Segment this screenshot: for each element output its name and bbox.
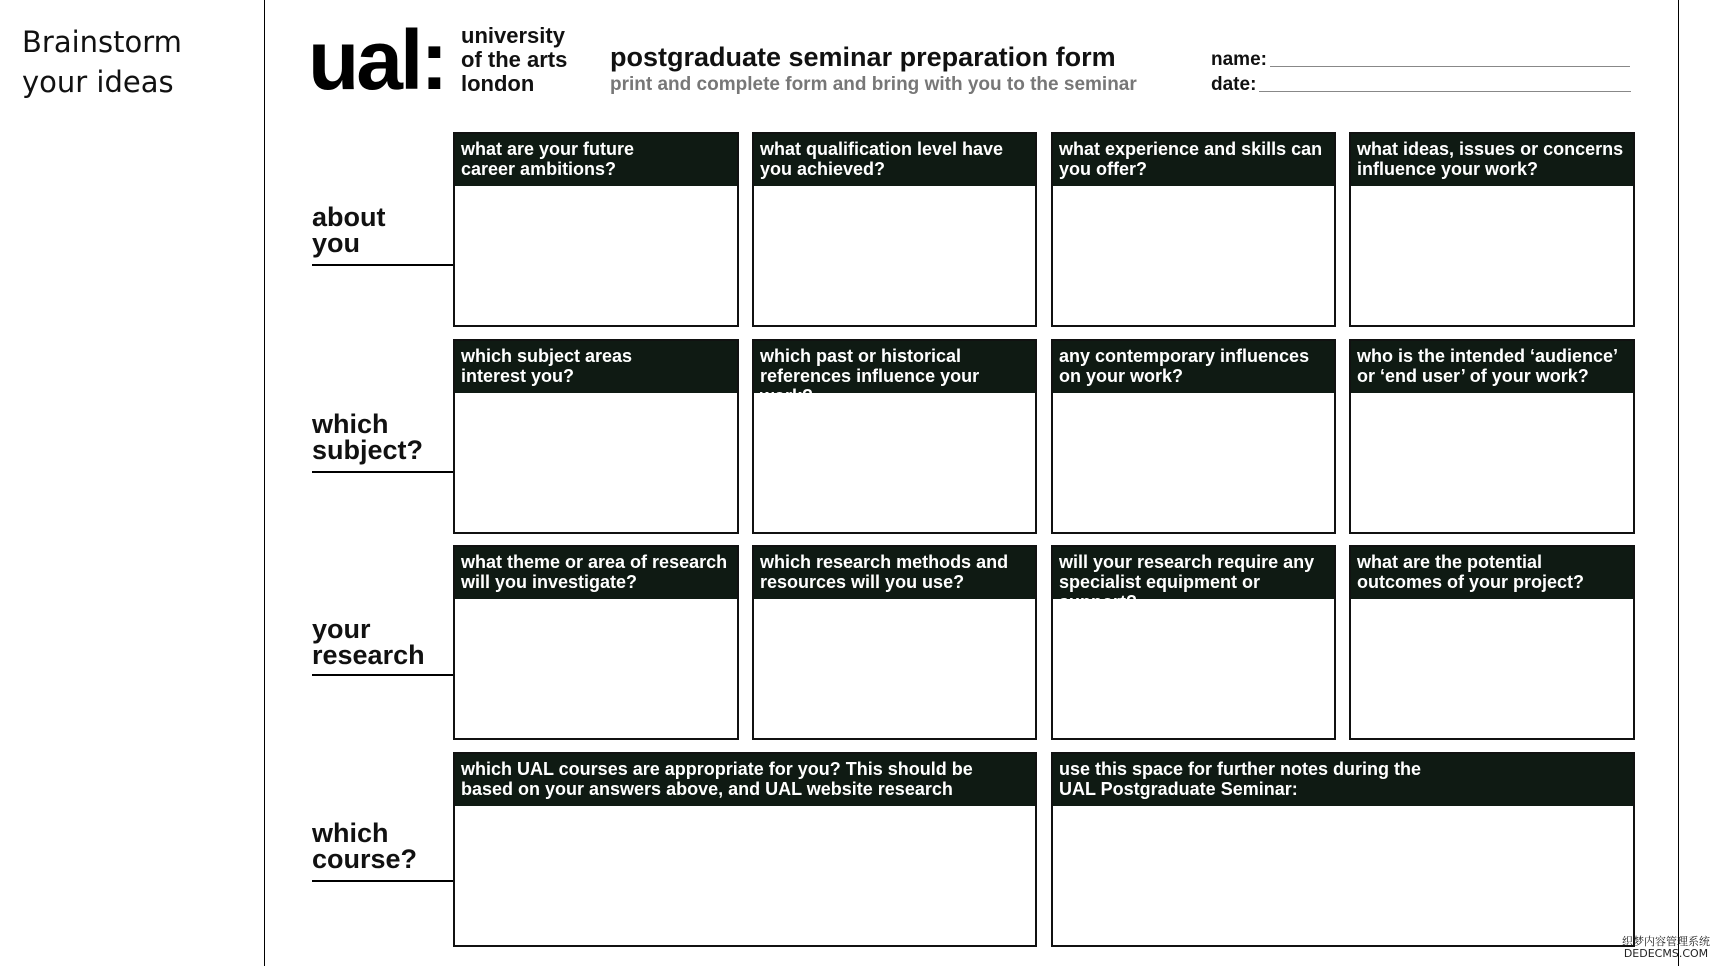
answer-box-intended-audience[interactable] (1349, 339, 1635, 534)
row-rule-which-course (312, 880, 454, 882)
answer-box-contemporary-influences[interactable] (1051, 339, 1336, 534)
form-subtitle: print and complete form and bring with you to the seminar (610, 74, 1137, 95)
row-rule-which-subject (312, 471, 454, 473)
question-heading: which research methods and resources will you use? (754, 547, 1035, 599)
answer-box-subject-areas[interactable] (453, 339, 739, 534)
answer-box-qualification[interactable] (752, 132, 1037, 327)
answer-box-career-ambitions[interactable] (453, 132, 739, 327)
row-rule-your-research (312, 674, 454, 676)
ual-logo-text: university of the arts london (461, 23, 568, 96)
name-line (1270, 65, 1630, 67)
slide-caption: Brainstorm your ideas (22, 25, 182, 99)
question-heading: what theme or area of research will you investigate? (455, 547, 737, 599)
answer-box-potential-outcomes[interactable] (1349, 545, 1635, 740)
question-heading: what are your future career ambitions? (455, 134, 737, 186)
question-heading: will your research require any specialist equipment or support? (1053, 547, 1334, 599)
question-heading: who is the intended ‘audience’ or ‘end user’ of your work? (1351, 341, 1633, 393)
question-heading: which subject areas interest you? (455, 341, 737, 393)
question-heading: any contemporary influences on your work? (1053, 341, 1334, 393)
ual-logo-mark: ual: (308, 13, 446, 107)
name-field[interactable] (1211, 49, 1630, 71)
answer-box-research-theme[interactable] (453, 545, 739, 740)
question-heading: which past or historical references influence your work? (754, 341, 1035, 393)
answer-box-historical-references[interactable] (752, 339, 1037, 534)
question-heading: what qualification level have you achieved? (754, 134, 1035, 186)
question-heading: what are the potential outcomes of your project? (1351, 547, 1633, 599)
watermark: 织梦内容管理系统 DEDECMS.COM (1622, 935, 1710, 960)
question-heading: which UAL courses are appropriate for you? This should be based on your answers above, and UAL website research (455, 754, 1035, 806)
row-rule-about-you (312, 264, 454, 266)
row-label-your-research: your research (312, 614, 425, 670)
name-label: name: (1211, 49, 1267, 70)
slide-divider-left (264, 0, 265, 966)
answer-box-specialist-equipment[interactable] (1051, 545, 1336, 740)
question-heading: what ideas, issues or concerns influence your work? (1351, 134, 1633, 186)
form-title: postgraduate seminar preparation form (610, 42, 1116, 72)
date-line (1259, 90, 1631, 92)
answer-box-ideas-issues[interactable] (1349, 132, 1635, 327)
question-heading: use this space for further notes during the UAL Postgraduate Seminar: (1053, 754, 1633, 806)
row-label-about-you: about you (312, 202, 386, 258)
question-heading: what experience and skills can you offer? (1053, 134, 1334, 186)
row-label-which-course: which course? (312, 818, 418, 874)
date-field[interactable] (1211, 74, 1631, 96)
answer-box-experience-skills[interactable] (1051, 132, 1336, 327)
answer-box-research-methods[interactable] (752, 545, 1037, 740)
answer-box-seminar-notes[interactable] (1051, 752, 1635, 947)
date-label: date: (1211, 74, 1257, 95)
row-label-which-subject: which subject? (312, 409, 424, 465)
answer-box-ual-courses[interactable] (453, 752, 1037, 947)
slide-divider-right (1678, 0, 1679, 966)
